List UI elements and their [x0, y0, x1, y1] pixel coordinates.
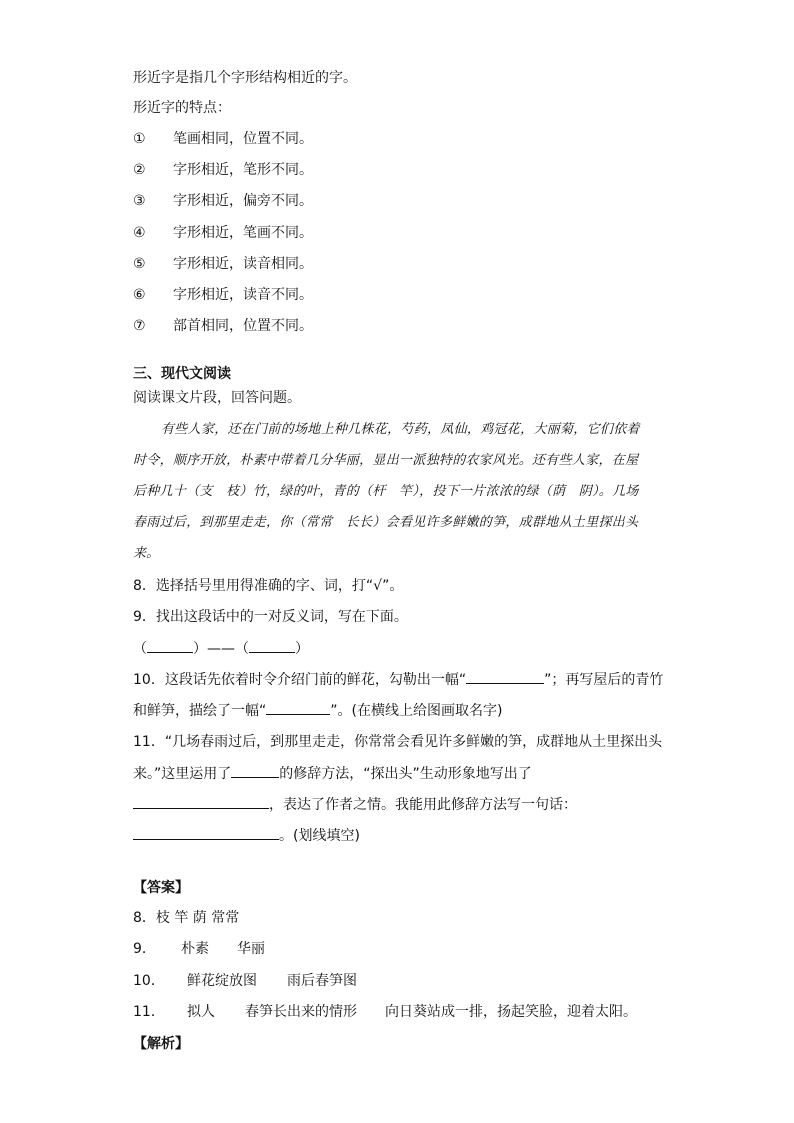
- question-text: 和鲜笋，描绘了一幅“: [133, 703, 267, 719]
- question-10-line-1: [133, 669, 663, 690]
- list-item-text: 字形相近，读音不同。: [173, 287, 313, 303]
- answer-blank[interactable]: [266, 700, 330, 715]
- answer-value: 向日葵站成一排，扬起笑脸，迎着太阳。: [385, 1004, 637, 1020]
- list-item-text: 字形相近，笔形不同。: [173, 162, 313, 178]
- list-item-text: 字形相近，读音相同。: [173, 256, 313, 272]
- answer-value: 拟人: [187, 1004, 215, 1020]
- question-text: ”。(在横线上给图画取名字): [330, 703, 503, 719]
- answer-blank[interactable]: [133, 825, 279, 840]
- list-item-number: ②: [133, 162, 146, 178]
- passage-line: 来。: [133, 546, 160, 561]
- answer-number: 9．: [133, 941, 156, 957]
- question-9-answer-blanks: [133, 638, 309, 659]
- answer-10: [133, 971, 357, 991]
- answer-value: 雨后春笋图: [287, 973, 357, 989]
- question-11-line-2: [133, 763, 532, 784]
- answer-11: [133, 1002, 637, 1022]
- list-item-text: 字形相近，笔画不同。: [173, 225, 313, 241]
- list-item-text: 笔画相同，位置不同。: [173, 131, 313, 147]
- answer-blank[interactable]: [249, 638, 295, 653]
- list-item: [133, 316, 313, 336]
- list-item-number: ⑦: [133, 318, 146, 334]
- list-item: [133, 223, 313, 243]
- answer-number: 11．: [133, 1004, 165, 1020]
- question-text: 来。”这里运用了: [133, 766, 232, 782]
- question-text: 。(划线填空): [279, 828, 360, 844]
- list-item-text: 字形相近，偏旁不同。: [173, 193, 313, 209]
- answer-value: 朴素: [181, 941, 209, 957]
- section-title: 三、现代文阅读: [133, 366, 231, 382]
- list-item: [133, 129, 313, 149]
- question-9: 9．找出这段话中的一对反义词，写在下面。: [133, 609, 408, 625]
- list-item-number: ①: [133, 131, 146, 147]
- bracket-open: （: [133, 641, 147, 657]
- answer-9: [133, 939, 265, 959]
- bracket-close: ）: [295, 641, 309, 657]
- list-item-number: ⑤: [133, 256, 146, 272]
- question-10-line-2: [133, 700, 502, 721]
- question-11-line-1: 11．“几场春雨过后，到那里走走，你常常会看见许多鲜嫩的笋，成群地从土里探出头: [133, 734, 663, 750]
- list-item-number: ④: [133, 225, 146, 241]
- answer-number: 10．: [133, 973, 165, 989]
- bracket-open: （: [235, 641, 249, 657]
- question-text: 的修辞方法，“探出头”生动形象地写出了: [279, 766, 532, 782]
- passage-line: 有些人家，还在门前的场地上种几株花，芍药，凤仙，鸡冠花，大丽菊，它们依着: [161, 422, 640, 437]
- answer-8: 8．枝 竿 荫 常常: [133, 910, 240, 926]
- list-item-text: 部首相同，位置不同。: [173, 318, 313, 334]
- answer-blank[interactable]: [147, 638, 193, 653]
- intro-line-1: 形近字是指几个字形结构相近的字。: [133, 70, 357, 86]
- question-text: 10．这段话先依着时令介绍门前的鲜花，勾勒出一幅“: [133, 672, 467, 688]
- answer-blank[interactable]: [466, 669, 544, 684]
- dash: ——: [207, 641, 235, 657]
- list-item-number: ③: [133, 193, 146, 209]
- passage-line: 时令，顺序开放，朴素中带着几分华丽，显出一派独特的农家风光。还有些人家，在屋: [133, 453, 639, 468]
- list-item: [133, 160, 313, 180]
- list-item: [133, 285, 313, 305]
- question-11-line-4: [133, 825, 360, 846]
- analysis-label: 【解析】: [133, 1036, 189, 1052]
- question-text: ，表达了作者之情。我能用此修辞方法写一句话：: [269, 797, 577, 813]
- list-item: [133, 254, 313, 274]
- answer-value: 华丽: [237, 941, 265, 957]
- section-instruction: 阅读课文片段，回答问题。: [133, 390, 301, 406]
- answer-label: 【答案】: [133, 880, 189, 896]
- list-item: [133, 191, 313, 211]
- question-8: 8．选择括号里用得准确的字、词，打“√”。: [133, 578, 404, 594]
- intro-line-2: 形近字的特点：: [133, 100, 231, 116]
- passage-line: 春雨过后，到那里走走，你（常常 长长）会看见许多鲜嫩的笋，成群地从土里探出头: [133, 515, 639, 530]
- answer-blank[interactable]: [133, 794, 269, 809]
- answer-blank[interactable]: [231, 763, 279, 778]
- list-item-number: ⑥: [133, 287, 146, 303]
- question-text: ”；再写屋后的青竹: [544, 672, 664, 688]
- answer-value: 春笋长出来的情形: [245, 1004, 357, 1020]
- answer-value: 鲜花绽放图: [187, 973, 257, 989]
- question-11-line-3: [133, 794, 577, 815]
- bracket-close: ）: [193, 641, 207, 657]
- passage-line: 后种几十（支 枝）竹，绿的叶，青的（杆 竿），投下一片浓浓的绿（荫 阴）。几场: [133, 484, 639, 499]
